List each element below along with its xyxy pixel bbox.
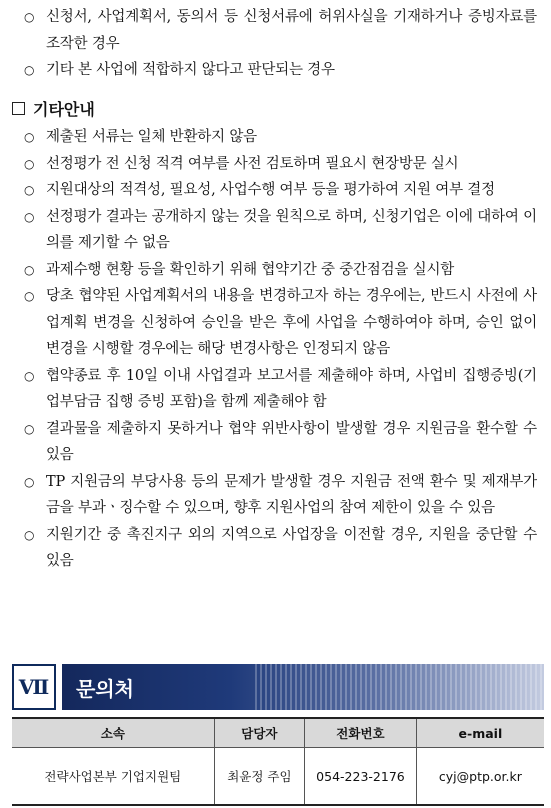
cell-phone: 054-223-2176 (305, 748, 417, 806)
list-item: ○ TP 지원금의 부당사용 등의 문제가 발생할 경우 지원금 전액 환수 및 제재부가금을 부과ㆍ징수할 수 있으며, 향후 지원사업의 참여 제한이 있을 수 있음 (20, 469, 537, 522)
misc-list (20, 124, 537, 575)
cell-department: 전략사업본부 기업지원팀 (12, 748, 214, 806)
table-row (12, 748, 544, 806)
bullet-icon: ○ (24, 10, 35, 24)
list-item: ○ 선정평가 전 신청 적격 여부를 사전 검토하며 필요시 현장방문 실시 (20, 151, 537, 178)
section-number: Ⅶ (12, 664, 56, 710)
bullet-icon: ○ (24, 130, 35, 144)
section-title-band (62, 664, 544, 710)
top-list (20, 4, 537, 84)
list-item: ○ 협약종료 후 10일 이내 사업결과 보고서를 제출해야 하며, 사업비 집행증빙(기업부담금 집행 증빙 포함)을 함께 제출해야 함 (20, 363, 537, 416)
misc-heading: 기타안내 (12, 97, 95, 120)
cell-manager: 최윤정 주임 (214, 748, 304, 806)
list-item: ○ 신청서, 사업계획서, 동의서 등 신청서류에 허위사실을 기재하거나 증빙자료를 조작한 경우 (20, 4, 537, 57)
section-title: 문의처 (76, 676, 134, 701)
list-item: ○ 당초 협약된 사업계획서의 내용을 변경하고자 하는 경우에는, 반드시 사전에 사업계획 변경을 신청하여 승인을 받은 후에 사업을 수행하여야 하며, 승인 없이 변경을 시행할 경우에는 해당 변경사항은 인정되지 않음 (20, 283, 537, 363)
bullet-icon: ○ (24, 474, 35, 489)
list-item: ○ 지원기간 중 촉진지구 외의 지역으로 사업장을 이전할 경우, 지원을 중단할 수 있음 (20, 522, 537, 575)
header-department: 소속 (12, 718, 214, 748)
header-email: e-mail (416, 718, 544, 748)
bullet-icon: ○ (24, 368, 35, 383)
bullet-icon: ○ (24, 156, 35, 171)
list-item: ○ 제출된 서류는 일체 반환하지 않음 (20, 124, 537, 151)
list-item: ○ 선정평가 결과는 공개하지 않는 것을 원칙으로 하며, 신청기업은 이에 대하여 이의를 제기할 수 없음 (20, 204, 537, 257)
bullet-icon: ○ (24, 63, 35, 77)
contact-table (12, 717, 544, 806)
bullet-icon: ○ (24, 289, 35, 303)
table-header-row (12, 718, 544, 748)
bullet-icon: ○ (24, 262, 35, 277)
checkbox-square-icon (12, 102, 25, 115)
list-item: ○ 지원대상의 적격성, 필요성, 사업수행 여부 등을 평가하여 지원 여부 결정 (20, 177, 537, 204)
cell-email: cyj@ptp.or.kr (416, 748, 544, 806)
bullet-icon: ○ (24, 527, 35, 542)
bullet-icon: ○ (24, 421, 35, 436)
list-item: ○ 기타 본 사업에 적합하지 않다고 판단되는 경우 (20, 57, 537, 84)
list-item: ○ 과제수행 현황 등을 확인하기 위해 협약기간 중 중간점검을 실시함 (20, 257, 537, 284)
bullet-icon: ○ (24, 183, 35, 197)
list-item: ○ 결과물을 제출하지 못하거나 협약 위반사항이 발생할 경우 지원금을 환수할 수 있음 (20, 416, 537, 469)
section-header (12, 664, 544, 710)
bullet-icon: ○ (24, 209, 35, 224)
header-phone: 전화번호 (305, 718, 417, 748)
header-manager: 담당자 (214, 718, 304, 748)
